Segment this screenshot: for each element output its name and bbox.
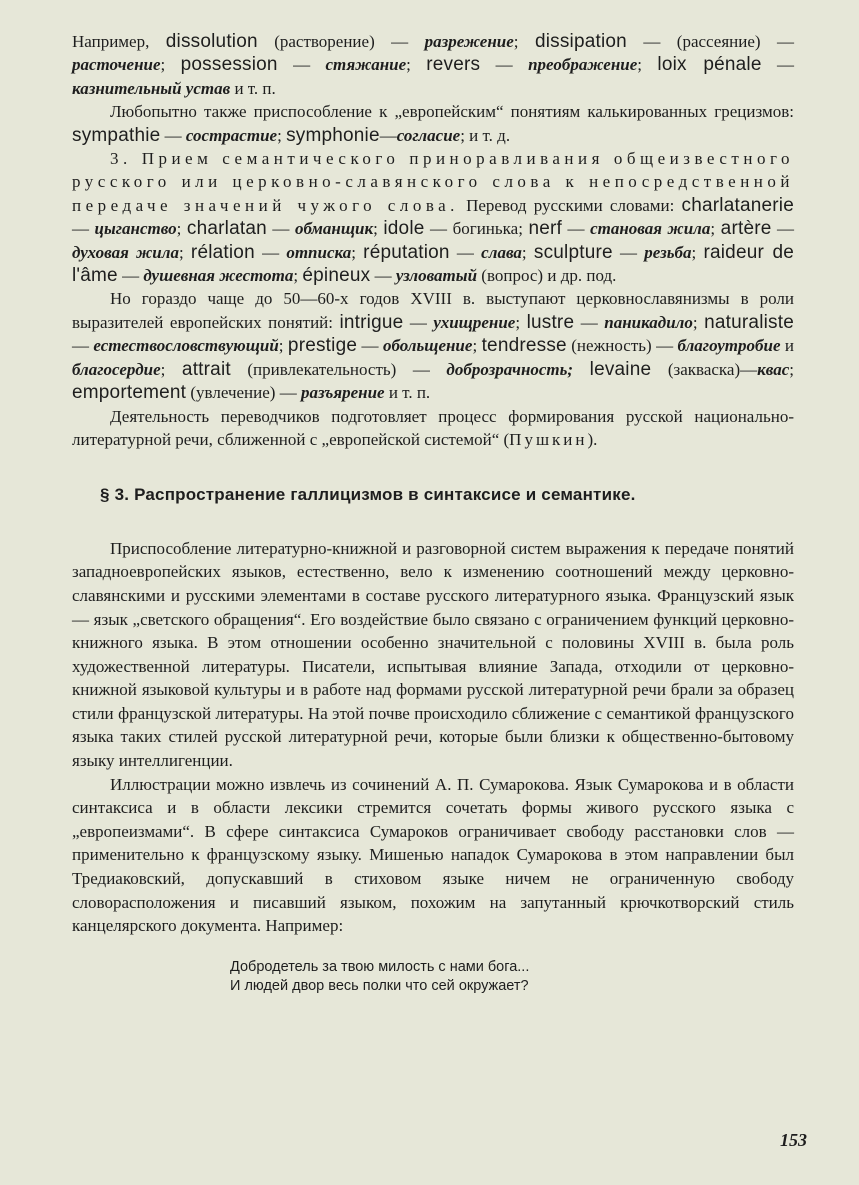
russian-equivalent: разъярение: [300, 383, 385, 403]
text-run: (растворение) —: [257, 32, 425, 51]
text-run: ;: [160, 359, 182, 379]
french-term: sculpture: [533, 241, 613, 263]
russian-equivalent: доброзрачность;: [446, 359, 574, 379]
russian-equivalent: стяжание: [325, 55, 407, 75]
french-term: loix pénale: [657, 54, 762, 76]
russian-equivalent: естествословствующий: [93, 336, 279, 356]
text-run: ;: [160, 55, 181, 75]
text-run: (увлечение) —: [186, 383, 301, 403]
french-term: dissipation: [534, 31, 627, 52]
text-run: ;: [178, 242, 191, 262]
paragraph-sumarokov: Иллюстрации можно извлечь из сочинений А. П. Сумарокова. Язык Сумарокова и в области синтаксиса и в области лексики стремится сочетать формы живого русского языка с „европеизмами“. В сфере синтаксиса Сумароков ограничивает свободу расстановки слов — применительно к французскому языку. Мишенью нападок Сумарокова в этом направлении был Тредиаковский, допускавший в стиховом языке ничем не ограниченную свободу словорасположения и писавший языком, похожим на запутанный крючкотворский стиль канцелярского документа. Например:: [72, 774, 794, 936]
text-run: [573, 360, 590, 379]
text-run: ;: [692, 312, 705, 332]
french-term: symphonie: [286, 124, 380, 146]
french-term: rélation: [190, 241, 255, 263]
french-term: nerf: [528, 218, 562, 240]
russian-equivalent: духовая жила: [72, 242, 179, 262]
text-run: ;: [472, 336, 482, 356]
text-run: ;: [789, 359, 794, 379]
russian-equivalent: обольщение: [382, 336, 473, 356]
russian-equivalent: расточение: [72, 55, 161, 75]
french-term: dissolution: [165, 31, 258, 52]
russian-equivalent: слава: [481, 242, 522, 262]
russian-equivalent: паникадило: [604, 312, 693, 332]
page-body: [72, 30, 794, 996]
text-run: (нежность) —: [566, 336, 678, 356]
text-run: ;: [406, 55, 427, 75]
page-number: 153: [780, 1130, 807, 1150]
verse-quote: [230, 958, 794, 996]
text-run: ;: [278, 336, 288, 356]
text-run: 3. Прием семантического приноравливания общеизвестного русского или церковно-славянского слова к непосредственной передаче значений чужого слова.: [72, 149, 794, 215]
french-term: lustre: [526, 311, 575, 333]
french-term: tendresse: [481, 335, 567, 357]
text-run: ;: [351, 242, 364, 262]
text-run: и т. п.: [384, 383, 431, 403]
text-run: Например,: [72, 32, 166, 51]
french-term: artère: [720, 218, 772, 240]
french-term: sympathie: [72, 124, 161, 146]
russian-equivalent: обманщик: [294, 219, 374, 239]
text-run: Деятельность переводчиков подготовляет процесс формирования русской национально-литературной речи, сближенной с „европейской системой“ (: [72, 406, 794, 449]
russian-equivalent: разрежение: [424, 32, 514, 51]
russian-equivalent: благоутробие: [677, 336, 781, 356]
russian-equivalent: цыганство: [94, 219, 177, 239]
text-run: —: [612, 242, 645, 262]
french-term: intrigue: [339, 311, 404, 333]
text-run: (вопрос) и др. под.: [477, 266, 617, 286]
text-run: и: [780, 336, 795, 356]
text-run: —: [160, 125, 186, 145]
french-term: revers: [426, 54, 481, 76]
text-run: —: [254, 242, 287, 262]
russian-equivalent: преображение: [528, 55, 638, 75]
text-run: — богинька;: [424, 219, 529, 239]
text-run: —: [403, 312, 434, 332]
text-run: —: [379, 125, 397, 145]
text-run: ;: [637, 55, 658, 75]
french-term: possession: [180, 54, 278, 76]
french-term: attrait: [181, 358, 231, 380]
text-run: —: [771, 219, 795, 239]
text-run: ;: [513, 32, 535, 51]
russian-equivalent: квас: [757, 359, 790, 379]
text-run: ;: [293, 266, 303, 286]
russian-equivalent: сострастие: [185, 125, 278, 145]
text-run: —: [480, 55, 529, 75]
text-run: ;: [515, 312, 527, 332]
french-term: charlatan: [186, 218, 267, 240]
paragraph-grecisms: [72, 100, 794, 147]
paragraph-church-slavonicisms: [72, 287, 794, 404]
verse-line: Добродетель за твою милость с нами бога...: [230, 958, 530, 975]
russian-equivalent: душевная жестота: [143, 266, 294, 286]
french-term: prestige: [287, 335, 358, 357]
french-term: emportement: [72, 382, 187, 404]
text-run: — (рассеяние) —: [626, 32, 794, 51]
russian-equivalent: казнительный устав: [72, 78, 231, 98]
french-term: naturaliste: [704, 311, 794, 333]
french-term: idole: [383, 218, 425, 240]
text-run: ; и т. д.: [460, 125, 511, 145]
text-run: —: [117, 266, 144, 286]
french-term: épineux: [302, 265, 371, 287]
russian-equivalent: ухищрение: [433, 312, 516, 332]
verse-line: И людей двор весь полки что сей окружает?: [230, 977, 529, 994]
text-run: —: [277, 55, 326, 75]
french-term: levaine: [589, 358, 652, 380]
paragraph-adaptation: Приспособление литературно-книжной и разговорной систем выражения к передаче понятий западноевропейских языков, естественно, вело к изменению соотношений между церковно-славянскими и русскими элементами в составе русского литературного языка. Французский язык — язык „светского обращения“. Его воздействие было связано с ограничением функций церковно-книжного языка. В этом отношении особенно значительной с половины XVIII в. была роль художественной литературы. Писатели, испытывая влияние Запада, отходили от церковно-книжной языковой культуры и в работе над формами русской литературной речи брали за образец стили французской литературы. На этой почве происходило сближение с семантикой французского языка таких стилей русской литературной речи, которые были близки к общественно-бытовому языку интеллигенции.: [72, 538, 794, 771]
section-heading: § 3. Распространение галлицизмов в синтаксисе и семантике.: [100, 485, 636, 505]
text-run: —: [72, 219, 95, 239]
russian-equivalent: узловатый: [395, 266, 478, 286]
french-term: réputation: [363, 241, 450, 263]
text-run: Любопытно также приспособление к „европейским“ понятиям калькированных грецизмов:: [110, 102, 794, 122]
text-run: (привлекательность) —: [230, 359, 447, 379]
text-run: Но гораздо чаще до 50—60-х годов XVIII в. выступают церковнославянизмы в роли выразителей европейских понятий:: [72, 289, 794, 332]
text-run: —: [562, 219, 591, 239]
russian-equivalent: резьба: [644, 242, 692, 262]
text-run: Перевод русскими словами:: [458, 195, 682, 215]
text-run: ;: [710, 219, 721, 239]
russian-equivalent: становая жила: [590, 219, 711, 239]
text-run: —: [370, 266, 396, 286]
text-run: —: [761, 55, 795, 75]
text-run: (закваска)—: [651, 359, 758, 379]
russian-equivalent: согласие: [396, 125, 461, 145]
text-run: ;: [277, 125, 287, 145]
text-run: ;: [521, 242, 534, 262]
text-run: ;: [691, 242, 704, 262]
text-run: —: [72, 336, 94, 356]
text-run: и т. п.: [230, 78, 276, 98]
text-run: —: [574, 312, 605, 332]
text-run: —: [449, 242, 482, 262]
text-run: —: [266, 219, 295, 239]
text-run: ;: [373, 219, 384, 239]
russian-equivalent: благосердие: [72, 359, 161, 379]
paragraph-examples: [72, 30, 794, 100]
text-run: Пушкин: [509, 429, 588, 449]
paragraph-semantic-method: [72, 147, 794, 287]
paragraph-translators: [72, 405, 794, 452]
french-term: raideur de l'âme: [72, 241, 795, 287]
text-run: ;: [176, 219, 187, 239]
french-term: charlatanerie: [681, 194, 794, 216]
text-run: —: [357, 336, 383, 356]
text-run: ).: [587, 429, 598, 449]
russian-equivalent: отписка: [286, 242, 352, 262]
